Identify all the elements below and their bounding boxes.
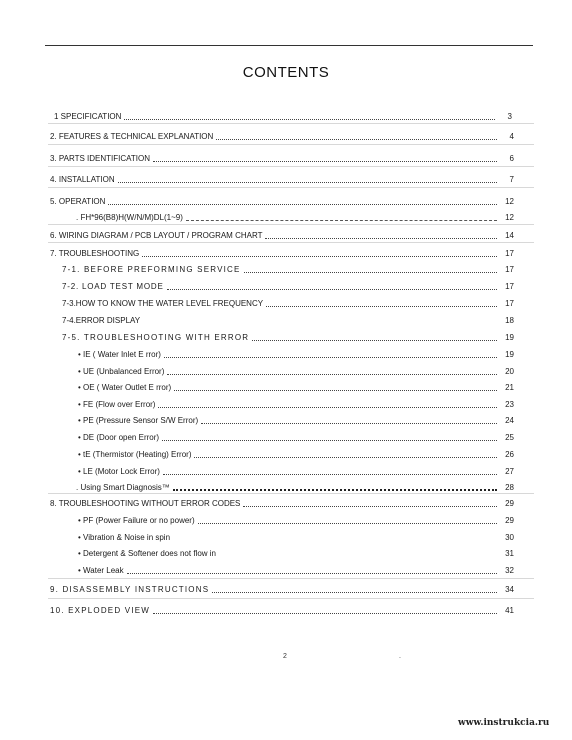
toc-entry[interactable] bbox=[78, 413, 514, 426]
row-separator bbox=[48, 144, 534, 145]
dot-leader bbox=[219, 556, 497, 557]
dot-leader bbox=[212, 592, 497, 593]
toc-entry[interactable] bbox=[78, 447, 514, 460]
toc-entry-page: 17 bbox=[505, 249, 514, 258]
toc-entry-label: 3. PARTS IDENTIFICATION bbox=[50, 154, 151, 163]
row-separator bbox=[48, 578, 534, 579]
toc-entry-label: 7. TROUBLESHOOTING bbox=[50, 249, 140, 258]
dot-leader bbox=[194, 457, 497, 458]
dot-leader bbox=[198, 523, 497, 524]
dot-leader bbox=[243, 506, 497, 507]
toc-entry-page: 18 bbox=[505, 316, 514, 325]
toc-entry[interactable] bbox=[62, 313, 514, 326]
dot-leader bbox=[162, 440, 497, 441]
toc-entry[interactable] bbox=[78, 464, 514, 477]
dot-leader bbox=[164, 357, 497, 358]
toc-entry[interactable] bbox=[50, 603, 514, 616]
toc-entry-page: 32 bbox=[505, 566, 514, 575]
toc-entry-label: • Vibration & Noise in spin bbox=[78, 533, 171, 542]
toc-entry-label: . FH*96(B8)H(W/N/M)DL(1~9) bbox=[76, 213, 183, 222]
toc-entry-label: • DE (Door open Error) bbox=[78, 433, 160, 442]
dot-leader bbox=[266, 306, 497, 307]
toc-entry-label: 4. INSTALLATION bbox=[50, 175, 115, 184]
toc-entry-label: 7-4.ERROR DISPLAY bbox=[62, 316, 141, 325]
toc-entry-page: 17 bbox=[505, 282, 514, 291]
toc-entry[interactable] bbox=[78, 380, 514, 393]
dot-leader bbox=[118, 182, 497, 183]
dot-leader bbox=[167, 289, 497, 290]
dot-leader bbox=[167, 374, 497, 375]
dot-leader bbox=[158, 407, 497, 408]
row-separator bbox=[48, 224, 534, 225]
toc-entry-page: 17 bbox=[505, 299, 514, 308]
toc-entry[interactable] bbox=[78, 546, 514, 559]
dot-leader bbox=[142, 256, 497, 257]
dot-leader bbox=[201, 423, 497, 424]
toc-entry-label: . Using Smart Diagnosis™ bbox=[76, 483, 170, 492]
watermark: www.instrukcia.ru bbox=[458, 718, 550, 728]
toc-entry[interactable] bbox=[50, 246, 514, 259]
toc-entry-page: 14 bbox=[505, 231, 514, 240]
toc-entry[interactable] bbox=[78, 397, 514, 410]
toc-entry[interactable] bbox=[50, 151, 514, 164]
toc-entry-label: • PF (Power Failure or no power) bbox=[78, 516, 195, 525]
row-separator bbox=[48, 493, 534, 494]
toc-entry[interactable] bbox=[62, 296, 514, 309]
toc-entry-page: 20 bbox=[505, 367, 514, 376]
toc-entry[interactable] bbox=[78, 563, 514, 576]
dot-leader bbox=[173, 540, 497, 541]
toc-entry[interactable] bbox=[62, 330, 514, 343]
toc-entry-page: 34 bbox=[505, 585, 514, 594]
row-separator bbox=[48, 242, 534, 243]
toc-entry-page: 19 bbox=[505, 350, 514, 359]
toc-entry-page: 29 bbox=[505, 516, 514, 525]
toc-entry[interactable] bbox=[78, 347, 514, 360]
page-number: 2 bbox=[283, 653, 287, 660]
toc-entry-page: 12 bbox=[505, 213, 514, 222]
dot-leader bbox=[124, 119, 495, 120]
toc-entry-page: 23 bbox=[505, 400, 514, 409]
toc-entry-page: 26 bbox=[505, 450, 514, 459]
toc-entry[interactable] bbox=[62, 262, 514, 275]
toc-entry-label: • Water Leak bbox=[78, 566, 124, 575]
toc-entry-page: 31 bbox=[505, 549, 514, 558]
dot-leader bbox=[143, 323, 497, 324]
toc-entry[interactable] bbox=[62, 279, 514, 292]
dot-leader bbox=[252, 340, 497, 341]
dot-leader bbox=[153, 161, 497, 162]
dot-leader bbox=[265, 238, 497, 239]
toc-entry-label: • PE (Pressure Sensor S/W Error) bbox=[78, 416, 199, 425]
toc-entry-label: 7-5. TROUBLESHOOTING WITH ERROR bbox=[62, 333, 250, 342]
toc-entry-label: • UE (Unbalanced Error) bbox=[78, 367, 165, 376]
toc-entry[interactable] bbox=[50, 194, 514, 207]
dot-leader bbox=[173, 489, 497, 491]
toc-entry-page: 21 bbox=[505, 383, 514, 392]
toc-entry-label: • IE ( Water Inlet E rror) bbox=[78, 350, 161, 359]
toc-entry[interactable] bbox=[76, 480, 514, 493]
dot-leader bbox=[244, 272, 497, 273]
row-separator bbox=[48, 187, 534, 188]
toc-entry-page: 25 bbox=[505, 433, 514, 442]
toc-entry-label: 5. OPERATION bbox=[50, 197, 106, 206]
toc-entry-label: • Detergent & Softener does not flow in bbox=[78, 549, 216, 558]
toc-entry-label: • FE (Flow over Error) bbox=[78, 400, 156, 409]
toc-entry[interactable] bbox=[76, 210, 514, 223]
toc-entry-page: 3 bbox=[507, 112, 512, 121]
toc-entry[interactable] bbox=[50, 129, 514, 142]
toc-entry-label: 8. TROUBLESHOOTING WITHOUT ERROR CODES bbox=[50, 499, 241, 508]
toc-entry-page: 41 bbox=[505, 606, 514, 615]
toc-entry[interactable] bbox=[78, 364, 514, 377]
toc-entry-page: 27 bbox=[505, 467, 514, 476]
toc-entry-page: 24 bbox=[505, 416, 514, 425]
toc-entry-label: • OE ( Water Outlet E rror) bbox=[78, 383, 172, 392]
toc-entry-page: 12 bbox=[505, 197, 514, 206]
toc-entry-label: 1 SPECIFICATION bbox=[54, 112, 122, 121]
dot-leader bbox=[216, 139, 497, 140]
toc-entry-label: 7-1. BEFORE PREFORMING SERVICE bbox=[62, 265, 241, 274]
toc-entry-page: 6 bbox=[509, 154, 514, 163]
footer-mark: . bbox=[399, 653, 401, 660]
dot-leader bbox=[163, 474, 497, 475]
dot-leader bbox=[174, 390, 497, 391]
toc-entry-label: 6. WIRING DIAGRAM / PCB LAYOUT / PROGRAM CHART bbox=[50, 231, 263, 240]
toc-entry[interactable] bbox=[50, 228, 514, 241]
toc-entry-page: 28 bbox=[505, 483, 514, 492]
toc-entry[interactable] bbox=[54, 109, 512, 122]
dot-leader bbox=[153, 613, 497, 614]
page-title: CONTENTS bbox=[242, 64, 330, 81]
toc-entry-label: 9. DISASSEMBLY INSTRUCTIONS bbox=[50, 585, 210, 594]
toc-entry-page: 29 bbox=[505, 499, 514, 508]
toc-entry[interactable] bbox=[50, 172, 514, 185]
toc-entry-label: • LE (Motor Lock Error) bbox=[78, 467, 160, 476]
row-separator bbox=[48, 166, 534, 167]
toc-entry[interactable] bbox=[78, 430, 514, 443]
toc-entry-label: 7-2. LOAD TEST MODE bbox=[62, 282, 164, 291]
toc-entry-page: 7 bbox=[509, 175, 514, 184]
toc-entry-label: • tE (Thermistor (Heating) Error) bbox=[78, 450, 192, 459]
dot-leader bbox=[127, 573, 497, 574]
toc-entry-page: 30 bbox=[505, 533, 514, 542]
toc-entry-page: 17 bbox=[505, 265, 514, 274]
toc-entry-page: 19 bbox=[505, 333, 514, 342]
toc-entry[interactable] bbox=[78, 513, 514, 526]
dot-leader bbox=[108, 204, 497, 205]
row-separator bbox=[48, 123, 534, 124]
toc-entry-page: 4 bbox=[509, 132, 514, 141]
toc-entry[interactable] bbox=[78, 530, 514, 543]
toc-entry-label: 10. EXPLODED VIEW bbox=[50, 606, 150, 615]
dash-leader bbox=[186, 220, 497, 221]
row-separator bbox=[48, 598, 534, 599]
toc-entry-label: 2. FEATURES & TECHNICAL EXPLANATION bbox=[50, 132, 214, 141]
toc-entry[interactable] bbox=[50, 496, 514, 509]
toc-entry-label: 7-3.HOW TO KNOW THE WATER LEVEL FREQUENCY bbox=[62, 299, 264, 308]
toc-entry[interactable] bbox=[50, 582, 514, 595]
